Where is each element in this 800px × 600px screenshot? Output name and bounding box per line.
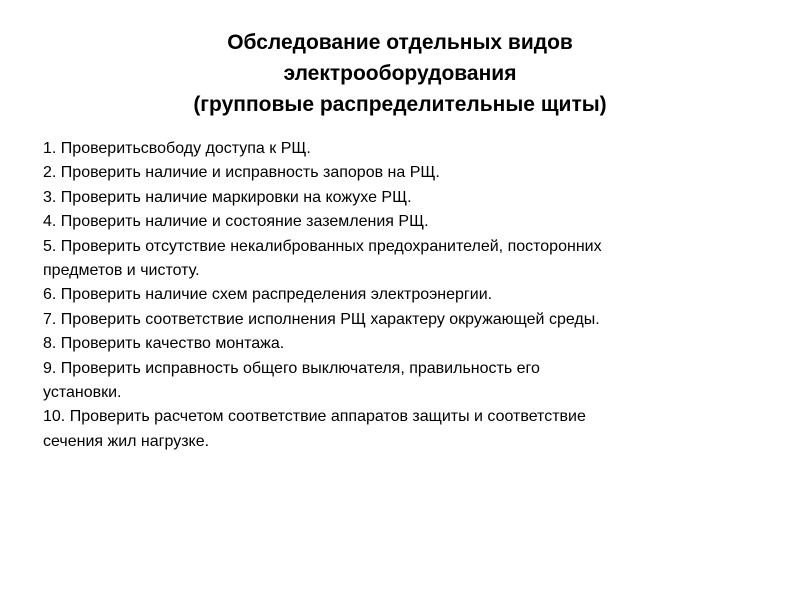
checklist-item [43,332,763,356]
checklist-item-text: 3. Проверить наличие маркировки на кожухе РЩ. [43,188,412,206]
checklist-item-text: 8. Проверить качество монтажа. [43,335,285,353]
checklist-item [43,405,763,454]
slide-title [40,27,760,120]
checklist-item [43,308,763,332]
checklist-item [43,357,763,406]
checklist-item [43,161,763,185]
checklist-item-text: 10. Проверить расчетом соответствие аппаратов защиты и соответствие [43,408,586,426]
checklist [43,137,763,454]
checklist-item-text: 7. Проверить соответствие исполнения РЩ характеру окружающей среды. [43,310,600,328]
checklist-item-text: 9. Проверить исправность общего выключателя, правильность его [43,359,540,377]
checklist-item [43,235,763,284]
checklist-item-text: 2. Проверить наличие и исправность запоров на РЩ. [43,164,440,182]
slide-title-line: электрооборудования [283,62,517,85]
checklist-item-text: 5. Проверить отсутствие некалиброванных предохранителей, посторонних [43,237,602,255]
checklist-item [43,210,763,234]
slide-title-line: (групповые распределительные щиты) [193,93,607,116]
checklist-item-text: установки. [43,384,122,402]
checklist-item [43,186,763,210]
checklist-item-text: 1. Проверитьсвободу доступа к РЩ. [43,140,311,157]
checklist-item [43,137,763,161]
checklist-item-text: 4. Проверить наличие и состояние заземления РЩ. [43,213,429,231]
checklist-item-text: 6. Проверить наличие схем распределения электроэнергии. [43,286,493,304]
slide-title-line: Обследование отдельных видов [227,31,573,54]
checklist-item-text: предметов и чистоту. [43,262,200,280]
checklist-item-text: сечения жил нагрузке. [43,432,210,450]
checklist-item [43,283,763,307]
